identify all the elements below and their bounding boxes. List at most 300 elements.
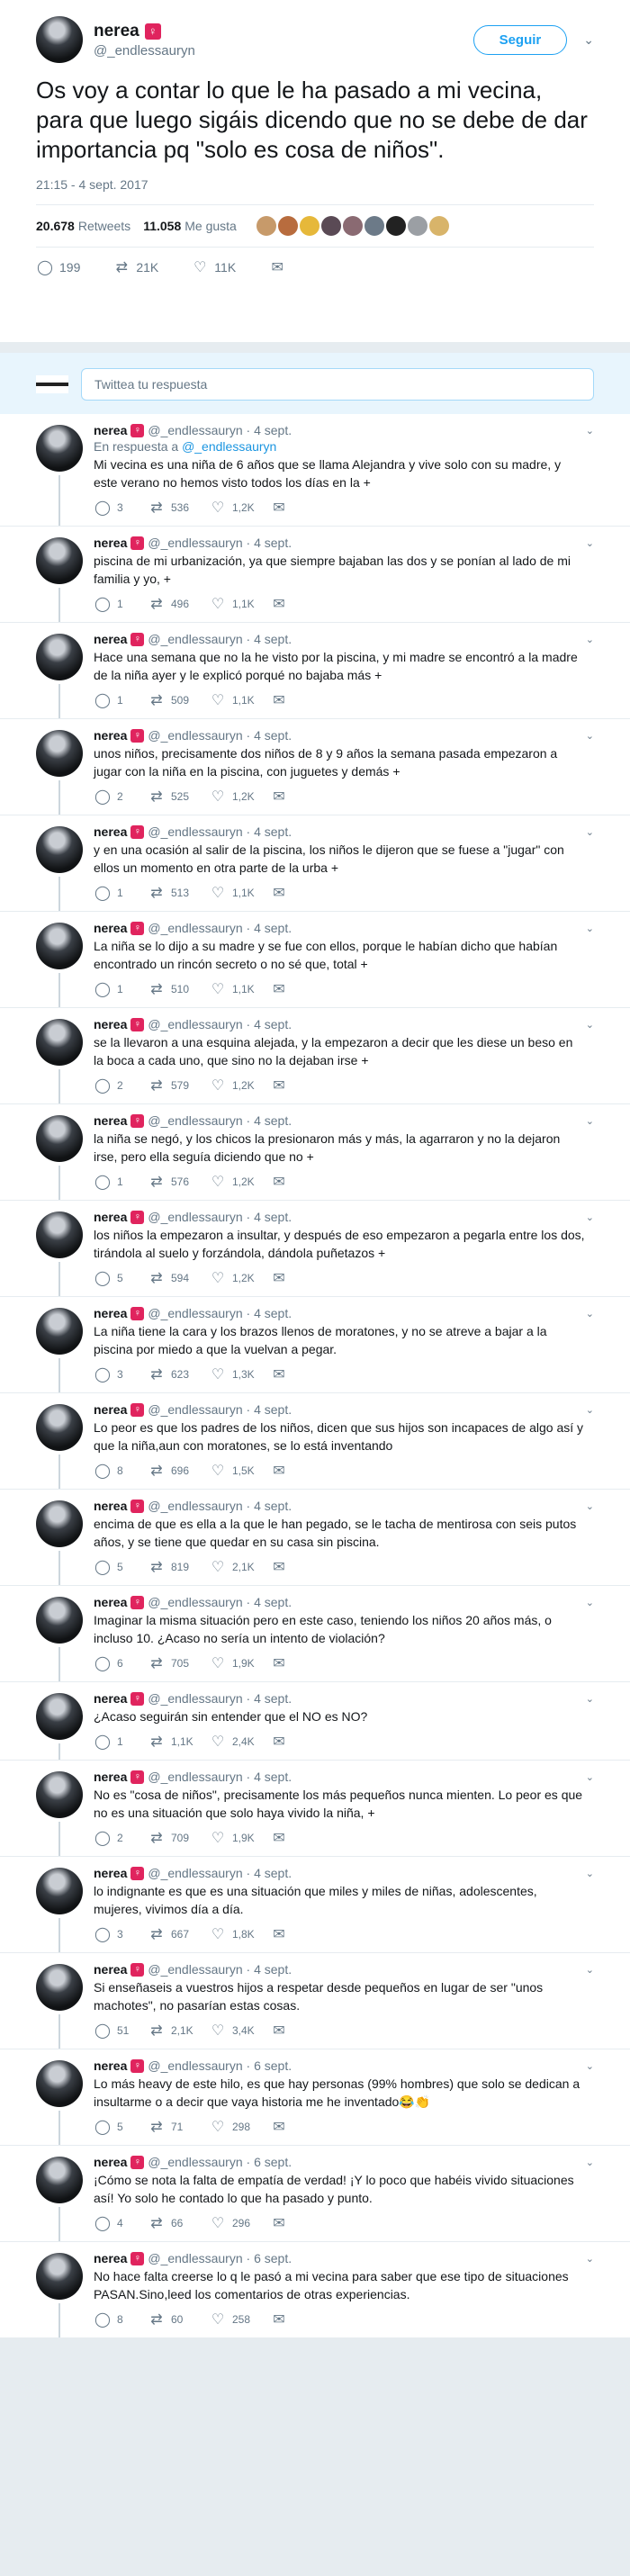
tweet-body xyxy=(94,632,612,718)
chevron-down-icon[interactable]: ⌄ xyxy=(585,1211,594,1223)
reply-button[interactable] xyxy=(94,2310,148,2328)
tweet-meta[interactable]: @_endlessauryn · 4 sept. xyxy=(148,423,292,437)
reply-button[interactable] xyxy=(94,1654,148,1672)
chevron-down-icon[interactable]: ⌄ xyxy=(585,923,594,934)
message-button[interactable] xyxy=(270,2214,324,2232)
tweet-header xyxy=(94,2251,612,2265)
tweet-header xyxy=(94,1499,612,1513)
like-button[interactable] xyxy=(209,884,270,902)
thread-connector xyxy=(58,684,60,718)
retweet-button[interactable] xyxy=(148,884,209,902)
like-count: 1,5K xyxy=(232,1464,255,1477)
retweet-count: 709 xyxy=(171,1832,190,1844)
message-button[interactable] xyxy=(270,1173,324,1191)
retweet-button[interactable] xyxy=(148,2022,209,2040)
reply-button[interactable] xyxy=(94,980,148,998)
display-name[interactable]: nerea xyxy=(94,2058,128,2073)
chevron-down-icon[interactable]: ⌄ xyxy=(585,1019,594,1031)
message-button[interactable] xyxy=(270,2310,324,2328)
retweet-count: 696 xyxy=(171,1464,190,1477)
display-name-text[interactable]: nerea xyxy=(94,21,140,41)
thread xyxy=(0,414,630,2338)
thread-connector xyxy=(58,1918,60,1952)
venus-icon: ♀ xyxy=(130,2156,144,2169)
tweet-text: los niños la empezaron a insultar, y después de eso empezaron a pegarla entre los dos, tirándola al suelo y forzándola, dándola puñetazos + xyxy=(94,1228,585,1260)
retweet-button[interactable] xyxy=(148,980,209,998)
tweet-actions xyxy=(94,1551,612,1585)
tweet-actions xyxy=(94,1918,612,1952)
reply-icon: ◯ xyxy=(94,2120,111,2135)
thread-tweet[interactable] xyxy=(0,2146,630,2242)
retweet-button[interactable] xyxy=(148,2214,209,2232)
reply-count: 1 xyxy=(117,983,123,995)
tweet-meta[interactable]: @_endlessauryn · 4 sept. xyxy=(148,1306,292,1320)
reply-button[interactable] xyxy=(94,691,148,709)
reply-button[interactable] xyxy=(94,1269,148,1287)
tweet-actions xyxy=(94,2014,612,2049)
reply-button[interactable] xyxy=(94,1462,148,1480)
thread-connector xyxy=(58,877,60,911)
avatar[interactable] xyxy=(36,1115,83,1162)
thread-tweet[interactable] xyxy=(0,1008,630,1104)
venus-icon: ♀ xyxy=(130,1500,144,1513)
reply-button[interactable] xyxy=(94,499,148,517)
like-button[interactable] xyxy=(209,1733,270,1751)
reply-icon: ◯ xyxy=(94,1271,111,1286)
chevron-down-icon[interactable]: ⌄ xyxy=(585,1308,594,1320)
handle[interactable]: @_endlessauryn xyxy=(94,42,195,59)
retweet-button[interactable] xyxy=(148,1365,209,1383)
thread-connector xyxy=(58,2207,60,2241)
tweet-header xyxy=(94,1866,612,1880)
tweet-header xyxy=(94,728,612,743)
reply-icon: ◯ xyxy=(94,597,111,612)
thread-connector xyxy=(58,1069,60,1103)
message-button[interactable] xyxy=(270,691,324,709)
envelope-icon: ✉ xyxy=(273,1367,285,1383)
chevron-down-icon[interactable]: ⌄ xyxy=(585,1115,594,1127)
tweet-meta[interactable]: @_endlessauryn · 4 sept. xyxy=(148,1210,292,1224)
display-name[interactable]: nerea xyxy=(94,1306,128,1320)
retweet-button[interactable] xyxy=(148,595,209,613)
venus-icon: ♀ xyxy=(130,633,144,646)
liker-avatar[interactable] xyxy=(343,216,363,236)
like-button[interactable] xyxy=(209,1654,270,1672)
tweet-text: ¿Acaso seguirán sin entender que el NO es NO? xyxy=(94,1709,368,1724)
chevron-down-icon[interactable]: ⌄ xyxy=(585,1500,594,1512)
thread-tweet[interactable] xyxy=(0,1586,630,1682)
tweet-body xyxy=(94,2155,612,2241)
thread-tweet[interactable] xyxy=(0,912,630,1008)
like-button[interactable] xyxy=(209,1558,270,1576)
avatar[interactable] xyxy=(36,1693,83,1740)
heart-icon: ♡ xyxy=(211,2120,225,2135)
chevron-down-icon[interactable]: ⌄ xyxy=(585,1693,594,1705)
retweet-icon: ⇄ xyxy=(150,1078,163,1094)
avatar[interactable] xyxy=(36,2157,83,2203)
display-name[interactable]: nerea xyxy=(94,1866,128,1880)
retweet-icon: ⇄ xyxy=(150,1367,163,1383)
like-button[interactable] xyxy=(209,1173,270,1191)
chevron-down-icon[interactable]: ⌄ xyxy=(583,32,594,47)
reply-button[interactable] xyxy=(94,2214,148,2232)
liker-avatar[interactable] xyxy=(408,216,428,236)
thread-tweet[interactable] xyxy=(0,815,630,912)
display-name[interactable]: nerea xyxy=(94,1402,128,1417)
timestamp[interactable]: 21:15 - 4 sept. 2017 xyxy=(36,177,148,192)
tweet-header xyxy=(94,1113,612,1128)
tweet-actions xyxy=(94,1166,612,1200)
avatar[interactable] xyxy=(36,1500,83,1547)
retweet-count: 510 xyxy=(171,983,190,995)
display-name[interactable] xyxy=(94,22,473,41)
tweet-meta[interactable]: @_endlessauryn · 4 sept. xyxy=(148,1962,292,1977)
chevron-down-icon[interactable]: ⌄ xyxy=(585,537,594,549)
reply-count: 1 xyxy=(117,1175,123,1188)
tweet-meta[interactable]: @_endlessauryn · 4 sept. xyxy=(148,921,292,935)
message-button[interactable] xyxy=(270,1076,324,1094)
chevron-down-icon[interactable]: ⌄ xyxy=(585,730,594,742)
avatar[interactable] xyxy=(36,1404,83,1451)
reply-button[interactable] xyxy=(94,1558,148,1576)
message-button[interactable] xyxy=(270,1733,324,1751)
display-name[interactable]: nerea xyxy=(94,1499,128,1513)
display-name[interactable]: nerea xyxy=(94,824,128,839)
like-button[interactable] xyxy=(209,595,270,613)
thread-tweet[interactable] xyxy=(0,2049,630,2146)
message-button[interactable] xyxy=(270,980,324,998)
tweet-meta[interactable]: @_endlessauryn · 4 sept. xyxy=(148,1691,292,1706)
like-button[interactable] xyxy=(209,1269,270,1287)
reply-count: 5 xyxy=(117,1272,123,1284)
display-name[interactable]: nerea xyxy=(94,1962,128,1977)
tweet-meta[interactable]: @_endlessauryn · 4 sept. xyxy=(148,1770,292,1784)
in-reply-handle[interactable]: @_endlessauryn xyxy=(182,439,277,454)
retweet-icon: ⇄ xyxy=(150,1175,163,1190)
tweet-text: Hace una semana que no la he visto por la piscina, y mi madre se encontró a la madre de la niña ayer y le explicó porqué no bajaba más + xyxy=(94,650,578,682)
tweet-meta[interactable]: @_endlessauryn · 6 sept. xyxy=(148,2155,292,2169)
retweet-action-count: 21K xyxy=(136,260,159,275)
tweet-body xyxy=(94,1499,612,1585)
message-button[interactable] xyxy=(270,1269,324,1287)
avatar[interactable] xyxy=(36,2253,83,2300)
envelope-icon: ✉ xyxy=(271,260,284,275)
like-button[interactable] xyxy=(209,1462,270,1480)
thread-tweet[interactable] xyxy=(0,1490,630,1586)
reply-button[interactable] xyxy=(94,1173,148,1191)
message-button[interactable] xyxy=(270,595,324,613)
tweet-meta[interactable]: @_endlessauryn · 4 sept. xyxy=(148,1113,292,1128)
message-button[interactable] xyxy=(270,1558,324,1576)
thread-connector xyxy=(58,2014,60,2049)
message-button[interactable] xyxy=(270,2118,324,2136)
thread-tweet[interactable] xyxy=(0,719,630,815)
retweet-icon: ⇄ xyxy=(150,789,163,805)
like-button[interactable] xyxy=(209,980,270,998)
reply-input[interactable]: Twittea tu respuesta xyxy=(81,368,594,401)
avatar[interactable] xyxy=(36,730,83,777)
retweet-button[interactable] xyxy=(148,691,209,709)
tweet-text: unos niños, precisamente dos niños de 8 y 9 años la semana pasada empezaron a jugar con la niña en la piscina, con juguetes y demás + xyxy=(94,746,558,779)
reply-count: 2 xyxy=(117,1079,123,1092)
message-button[interactable] xyxy=(270,1829,324,1847)
display-name[interactable]: nerea xyxy=(94,423,128,437)
display-name[interactable]: nerea xyxy=(94,2155,128,2169)
like-count-label: Me gusta xyxy=(184,219,237,233)
tweet-meta[interactable]: @_endlessauryn · 6 sept. xyxy=(148,2251,292,2265)
like-button[interactable] xyxy=(209,1365,270,1383)
retweet-button[interactable] xyxy=(148,1173,209,1191)
avatar[interactable] xyxy=(36,1308,83,1355)
reply-icon: ◯ xyxy=(94,1734,111,1750)
reply-button[interactable] xyxy=(94,2022,148,2040)
display-name[interactable]: nerea xyxy=(94,1210,128,1224)
thread-tweet[interactable] xyxy=(0,1857,630,1953)
like-count: 258 xyxy=(232,2313,251,2326)
chevron-down-icon[interactable]: ⌄ xyxy=(585,1404,594,1416)
heart-icon: ♡ xyxy=(211,1271,225,1286)
tweet-body xyxy=(94,1402,612,1489)
reply-button[interactable] xyxy=(94,1733,148,1751)
avatar[interactable] xyxy=(36,16,83,63)
reply-button[interactable] xyxy=(94,1829,148,1847)
message-button[interactable] xyxy=(270,884,324,902)
liker-avatar[interactable] xyxy=(278,216,298,236)
envelope-icon: ✉ xyxy=(273,1464,285,1479)
liker-avatar[interactable] xyxy=(386,216,406,236)
retweet-button[interactable] xyxy=(148,1654,209,1672)
thread-tweet[interactable] xyxy=(0,1761,630,1857)
message-button[interactable] xyxy=(270,499,324,517)
retweet-button[interactable] xyxy=(148,1733,209,1751)
retweet-button[interactable] xyxy=(148,788,209,806)
like-button[interactable] xyxy=(209,1829,270,1847)
tweet-meta[interactable]: @_endlessauryn · 4 sept. xyxy=(148,1402,292,1417)
chevron-down-icon[interactable]: ⌄ xyxy=(585,425,594,437)
avatar[interactable] xyxy=(36,826,83,873)
thread-connector xyxy=(58,1822,60,1856)
tweet-meta[interactable]: @_endlessauryn · 4 sept. xyxy=(148,1017,292,1031)
venus-icon: ♀ xyxy=(130,922,144,935)
display-name[interactable]: nerea xyxy=(94,1017,128,1031)
like-count: 1,9K xyxy=(232,1832,255,1844)
display-name[interactable]: nerea xyxy=(94,921,128,935)
like-button[interactable] xyxy=(209,2022,270,2040)
chevron-down-icon[interactable]: ⌄ xyxy=(585,634,594,645)
tweet-meta[interactable]: @_endlessauryn · 4 sept. xyxy=(148,824,292,839)
thread-tweet[interactable] xyxy=(0,1393,630,1490)
venus-icon: ♀ xyxy=(130,1018,144,1031)
reply-button[interactable] xyxy=(94,1925,148,1943)
display-name[interactable]: nerea xyxy=(94,632,128,646)
avatar[interactable] xyxy=(36,1868,83,1914)
retweet-button[interactable] xyxy=(112,258,158,276)
message-button[interactable] xyxy=(270,1654,324,1672)
display-name[interactable]: nerea xyxy=(94,728,128,743)
reply-button[interactable] xyxy=(94,1365,148,1383)
reply-button[interactable] xyxy=(94,884,148,902)
retweet-count: 576 xyxy=(171,1175,190,1188)
tweet-meta[interactable]: @_endlessauryn · 4 sept. xyxy=(148,1499,292,1513)
liker-avatar[interactable] xyxy=(364,216,384,236)
like-button[interactable] xyxy=(209,499,270,517)
like-button[interactable] xyxy=(209,2214,270,2232)
like-button[interactable] xyxy=(209,1076,270,1094)
tweet-header xyxy=(94,1595,612,1609)
avatar[interactable] xyxy=(36,923,83,969)
liker-avatar[interactable] xyxy=(429,216,449,236)
chevron-down-icon[interactable]: ⌄ xyxy=(585,826,594,838)
avatar[interactable] xyxy=(36,1597,83,1644)
venus-icon: ♀ xyxy=(130,729,144,743)
message-button[interactable] xyxy=(270,788,324,806)
tweet-header xyxy=(94,824,612,839)
like-button[interactable] xyxy=(209,691,270,709)
like-button[interactable] xyxy=(191,258,236,276)
reply-button[interactable] xyxy=(94,788,148,806)
chevron-down-icon[interactable]: ⌄ xyxy=(585,2060,594,2072)
tweet-meta[interactable]: @_endlessauryn · 4 sept. xyxy=(148,632,292,646)
display-name[interactable]: nerea xyxy=(94,1691,128,1706)
reply-button[interactable] xyxy=(94,595,148,613)
main-tweet-header xyxy=(36,16,594,63)
retweet-icon: ⇄ xyxy=(150,597,163,612)
display-name[interactable]: nerea xyxy=(94,2251,128,2265)
message-button[interactable] xyxy=(270,1925,324,1943)
display-name[interactable]: nerea xyxy=(94,1770,128,1784)
chevron-down-icon[interactable]: ⌄ xyxy=(585,1771,594,1783)
liker-avatar[interactable] xyxy=(321,216,341,236)
avatar[interactable] xyxy=(36,1771,83,1818)
tweet-meta[interactable]: @_endlessauryn · 4 sept. xyxy=(148,728,292,743)
retweet-button[interactable] xyxy=(148,1462,209,1480)
retweet-count: 496 xyxy=(171,598,190,610)
tweet-text: se la llevaron a una esquina alejada, y la empezaron a decir que les diese un beso en la boca a cada uno, que sino no la dejaban irse + xyxy=(94,1035,573,1067)
avatar[interactable] xyxy=(36,2060,83,2107)
chevron-down-icon[interactable]: ⌄ xyxy=(585,1868,594,1879)
tweet-header xyxy=(94,536,612,550)
thread-tweet[interactable] xyxy=(0,414,630,527)
tweet-body xyxy=(94,1962,612,2049)
retweet-button[interactable] xyxy=(148,1558,209,1576)
avatar[interactable] xyxy=(36,634,83,680)
thread-tweet[interactable] xyxy=(0,2242,630,2338)
thread-tweet[interactable] xyxy=(0,527,630,623)
retweet-count-label: Retweets xyxy=(77,219,131,233)
like-count: 1,1K xyxy=(232,598,255,610)
liker-avatars[interactable] xyxy=(256,216,449,236)
avatar[interactable] xyxy=(36,1211,83,1258)
like-button[interactable] xyxy=(209,2118,270,2136)
main-actions xyxy=(36,248,594,276)
retweet-count[interactable] xyxy=(36,219,130,233)
like-count: 1,2K xyxy=(232,1175,255,1188)
retweet-count: 594 xyxy=(171,1272,190,1284)
tweet-actions xyxy=(94,973,612,1007)
chevron-down-icon[interactable]: ⌄ xyxy=(585,1964,594,1976)
retweet-button[interactable] xyxy=(148,2118,209,2136)
thread-tweet[interactable] xyxy=(0,1297,630,1393)
liker-avatar[interactable] xyxy=(256,216,276,236)
like-button[interactable] xyxy=(209,788,270,806)
reply-button[interactable] xyxy=(94,1076,148,1094)
reply-icon: ◯ xyxy=(94,1367,111,1383)
tweet-text: La niña tiene la cara y los brazos llenos de moratones, y no se atreve a bajar a la piscina por miedo a que la vuelvan a pegar. xyxy=(94,1324,547,1356)
heart-icon: ♡ xyxy=(211,1656,225,1671)
reply-icon: ◯ xyxy=(94,500,111,516)
like-button[interactable] xyxy=(209,1925,270,1943)
display-name[interactable]: nerea xyxy=(94,536,128,550)
tweet-meta[interactable]: @_endlessauryn · 4 sept. xyxy=(148,1866,292,1880)
tweet-meta[interactable]: @_endlessauryn · 4 sept. xyxy=(148,1595,292,1609)
like-count: 1,2K xyxy=(232,501,255,514)
message-button[interactable] xyxy=(270,1462,324,1480)
envelope-icon: ✉ xyxy=(273,500,285,516)
retweet-button[interactable] xyxy=(148,1829,209,1847)
tweet-text: Si enseñaseis a vuestros hijos a respetar desde pequeños en lugar de ser "unos machotes", no pasarían estas cosas. xyxy=(94,1980,544,2013)
tweet-header xyxy=(94,1210,612,1224)
tweet-actions xyxy=(94,491,612,526)
chevron-down-icon[interactable]: ⌄ xyxy=(585,2157,594,2168)
message-button[interactable] xyxy=(270,1365,324,1383)
tweet-actions xyxy=(94,1822,612,1856)
reply-button[interactable] xyxy=(36,258,80,276)
retweet-button[interactable] xyxy=(148,1076,209,1094)
venus-icon: ♀ xyxy=(130,1963,144,1977)
tweet-meta[interactable]: @_endlessauryn · 6 sept. xyxy=(148,2058,292,2073)
reply-icon: ◯ xyxy=(94,1656,111,1671)
thread-tweet[interactable] xyxy=(0,1682,630,1761)
thread-connector xyxy=(58,475,60,526)
thread-tweet[interactable] xyxy=(0,623,630,719)
retweet-button[interactable] xyxy=(148,499,209,517)
chevron-down-icon[interactable]: ⌄ xyxy=(585,1597,594,1608)
liker-avatar[interactable] xyxy=(300,216,320,236)
retweet-count: 705 xyxy=(171,1657,190,1670)
avatar[interactable] xyxy=(36,425,83,472)
message-button[interactable] xyxy=(268,258,286,276)
like-count: 1,8K xyxy=(232,1928,255,1941)
tweet-meta[interactable]: @_endlessauryn · 4 sept. xyxy=(148,536,292,550)
reply-icon: ◯ xyxy=(94,2312,111,2328)
envelope-icon: ✉ xyxy=(273,1560,285,1575)
reply-count: 4 xyxy=(117,2217,123,2229)
retweet-button[interactable] xyxy=(148,1269,209,1287)
reply-button[interactable] xyxy=(94,2118,148,2136)
avatar[interactable] xyxy=(36,1019,83,1066)
tweet-body xyxy=(94,1770,612,1856)
chevron-down-icon[interactable]: ⌄ xyxy=(585,2253,594,2265)
display-name[interactable]: nerea xyxy=(94,1113,128,1128)
retweet-count: 579 xyxy=(171,1079,190,1092)
thread-tweet[interactable] xyxy=(0,1953,630,2049)
avatar[interactable] xyxy=(36,1964,83,2011)
retweet-button[interactable] xyxy=(148,2310,209,2328)
like-count[interactable] xyxy=(143,219,237,233)
tweet-body xyxy=(94,921,612,1007)
message-button[interactable] xyxy=(270,2022,324,2040)
avatar[interactable] xyxy=(36,537,83,584)
thread-tweet[interactable] xyxy=(0,1104,630,1201)
thread-tweet[interactable] xyxy=(0,1201,630,1297)
display-name[interactable]: nerea xyxy=(94,1595,128,1609)
reply-icon: ◯ xyxy=(94,789,111,805)
retweet-count: 536 xyxy=(171,501,190,514)
reply-icon: ◯ xyxy=(94,1560,111,1575)
retweet-button[interactable] xyxy=(148,1925,209,1943)
follow-button[interactable]: Seguir xyxy=(473,25,568,55)
like-button[interactable] xyxy=(209,2310,270,2328)
